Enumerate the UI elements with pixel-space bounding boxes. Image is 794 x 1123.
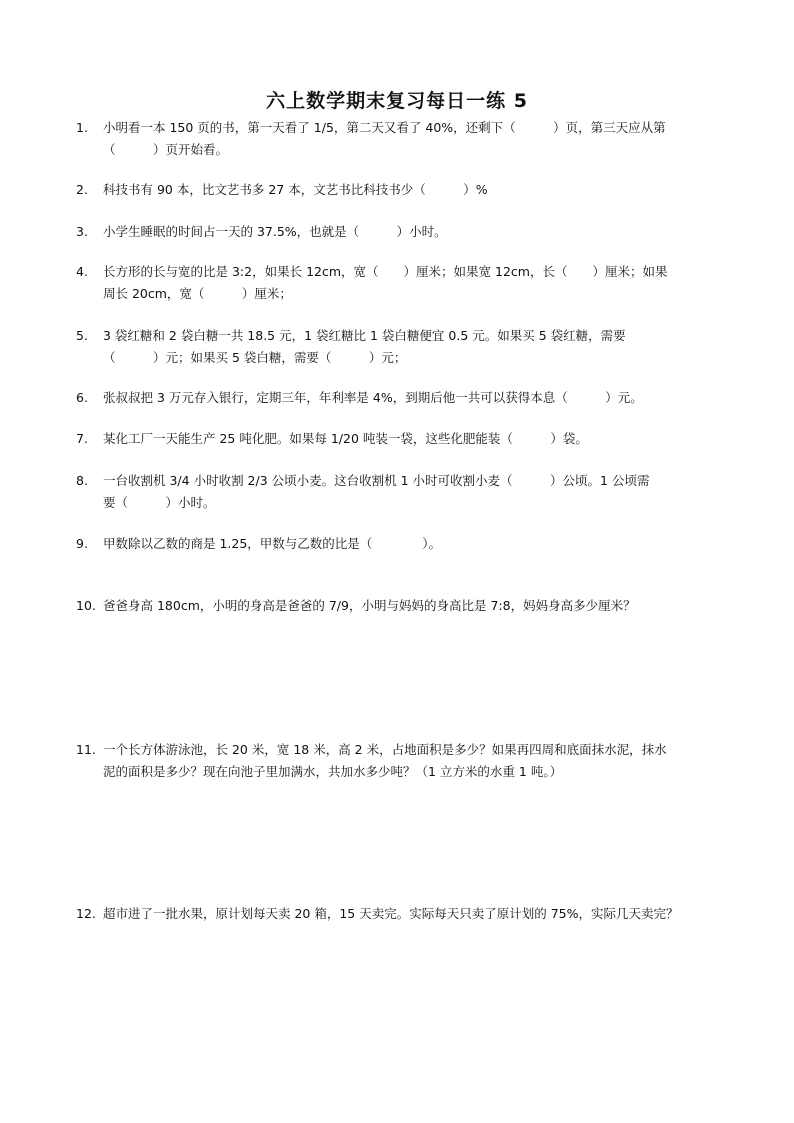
question-number: 3. (76, 224, 88, 239)
question-line: 小明看一本 150 页的书，第一天看了 1/5，第二天又看了 40%，还剩下（ ）页，第三天应从第 (103, 120, 666, 135)
question-line: 甲数除以乙数的商是 1.25，甲数与乙数的比是（ ）。 (103, 536, 442, 551)
question-11 (76, 739, 726, 782)
question-text (103, 387, 726, 409)
question-text (103, 117, 726, 160)
question-text (103, 261, 726, 304)
question-text (103, 325, 726, 368)
question-8 (76, 470, 726, 513)
question-line: 一台收割机 3/4 小时收割 2/3 公顷小麦。这台收割机 1 小时可收割小麦（ ）公顷。1 公顷需 (103, 473, 650, 488)
question-text (103, 470, 726, 513)
question-3 (76, 221, 726, 243)
question-text (103, 179, 726, 201)
question-number: 5. (76, 328, 88, 343)
question-2 (76, 179, 726, 201)
question-text (103, 595, 726, 617)
question-1 (76, 117, 726, 160)
question-6 (76, 387, 726, 409)
question-text (103, 903, 726, 925)
question-text (103, 533, 726, 555)
question-number: 1. (76, 120, 88, 135)
question-number: 8. (76, 473, 88, 488)
question-line: 要（ ）小时。 (103, 494, 216, 510)
question-7 (76, 428, 726, 450)
question-line: 小学生睡眠的时间占一天的 37.5%，也就是（ ）小时。 (103, 224, 447, 239)
question-line: 爸爸身高 180cm，小明的身高是爸爸的 7/9，小明与妈妈的身高比是 7:8，妈妈身高多少厘米？ (103, 598, 636, 613)
question-4 (76, 261, 726, 304)
question-line: 3 袋红糖和 2 袋白糖一共 18.5 元，1 袋红糖比 1 袋白糖便宜 0.5 元。如果买 5 袋红糖，需要 (103, 328, 626, 343)
page-title: 六上数学期末复习每日一练 5 (266, 90, 528, 112)
question-5 (76, 325, 726, 368)
question-line: （ ）页开始看。 (103, 141, 229, 157)
question-line: （ ）元；如果买 5 袋白糖，需要（ ）元； (103, 349, 407, 365)
question-line: 张叔叔把 3 万元存入银行，定期三年，年利率是 4%，到期后他一共可以获得本息（ ）元。 (103, 390, 643, 405)
question-text (103, 739, 726, 782)
question-line: 某化工厂一天能生产 25 吨化肥。如果每 1/20 吨装一袋，这些化肥能装（ ）袋。 (103, 431, 588, 446)
question-12 (76, 903, 726, 925)
question-number: 6. (76, 390, 88, 405)
question-text (103, 428, 726, 450)
question-line: 科技书有 90 本，比文艺书多 27 本，文艺书比科技书少（ ）% (103, 182, 488, 197)
question-number: 2. (76, 182, 88, 197)
question-9 (76, 533, 726, 555)
question-number: 7. (76, 431, 88, 446)
question-number: 11. (76, 742, 96, 757)
question-line: 超市进了一批水果，原计划每天卖 20 箱，15 天卖完。实际每天只卖了原计划的 75%，实际几天卖完？ (103, 906, 679, 921)
question-number: 12. (76, 906, 96, 921)
question-line: 一个长方体游泳池，长 20 米，宽 18 米，高 2 米，占地面积是多少？如果再四周和底面抹水泥，抹水 (103, 742, 667, 757)
question-number: 10. (76, 598, 96, 613)
question-line: 泥的面积是多少？现在向池子里加满水，共加水多少吨？（1 立方米的水重 1 吨。） (103, 763, 563, 779)
question-text (103, 221, 726, 243)
question-number: 4. (76, 264, 88, 279)
question-10 (76, 595, 726, 617)
question-line: 周长 20cm，宽（ ）厘米； (103, 285, 292, 301)
question-number: 9. (76, 536, 88, 551)
question-line: 长方形的长与宽的比是 3:2，如果长 12cm，宽（ ）厘米；如果宽 12cm，长（ ）厘米；如果 (103, 264, 668, 279)
